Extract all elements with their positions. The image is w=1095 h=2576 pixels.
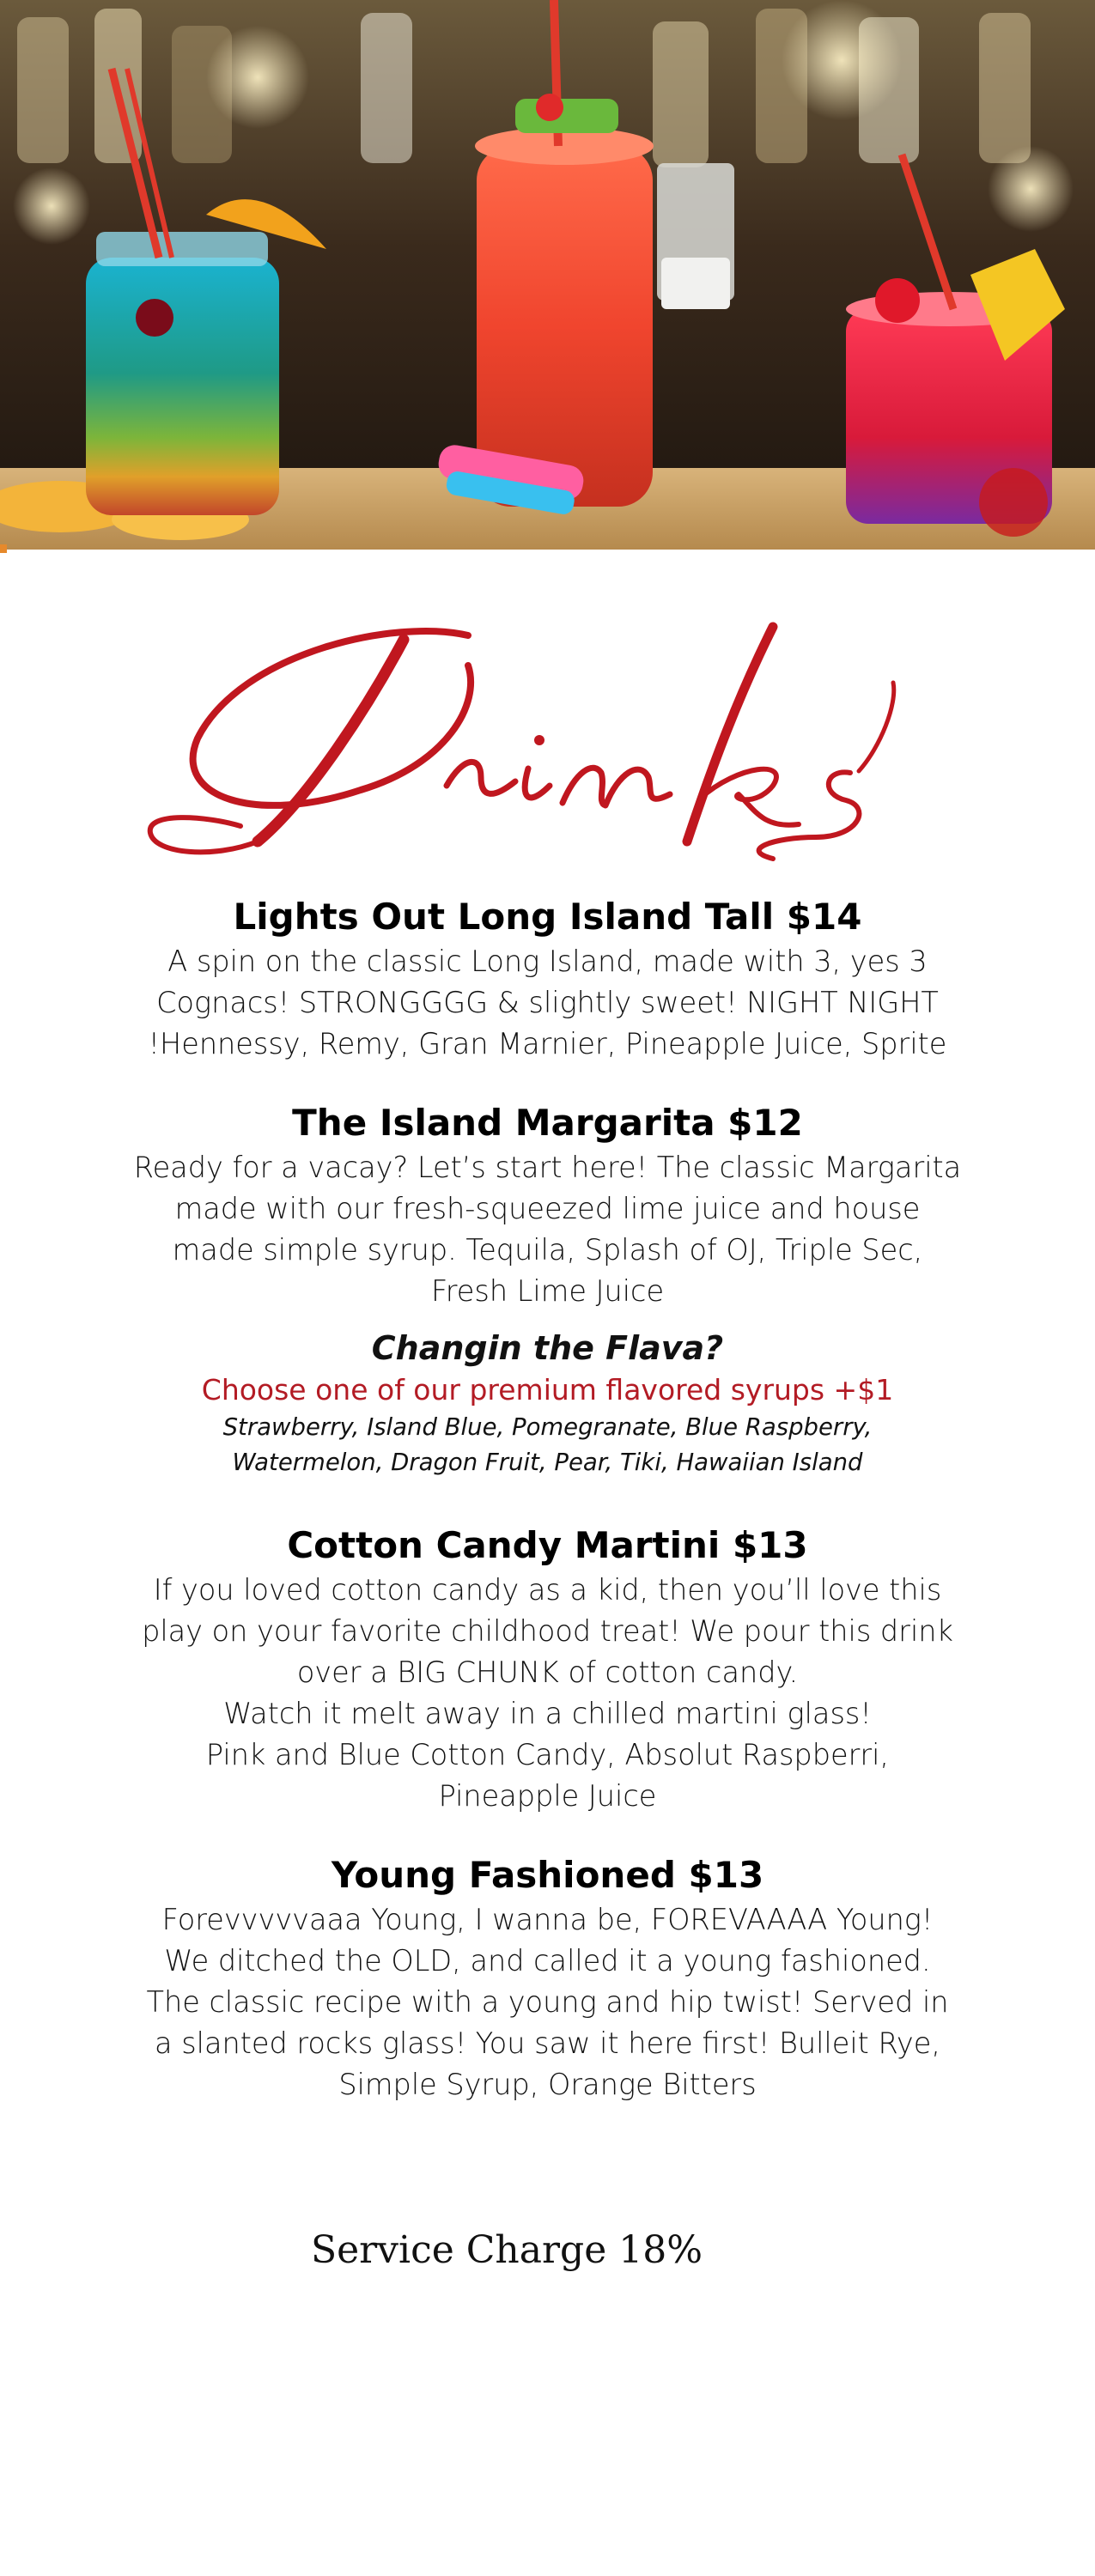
item-name: The Island Margarita $12 bbox=[292, 1102, 803, 1144]
flavor-heading: Changin the Flava? bbox=[371, 1329, 724, 1367]
hero-cocktail-image bbox=[0, 0, 1095, 550]
menu-item bbox=[94, 1851, 1001, 2105]
item-description: Forevvvvvaaa Young, I wanna be, FOREVAAAA Young! We ditched the OLD, and called it a young fashioned. The classic recipe with a young and hip twist! Served in a slanted rocks glass! You saw it here first! Bulleit Rye, Simple Syrup, Orange Bitters bbox=[146, 1903, 949, 2101]
item-description: A spin on the classic Long Island, made with 3, yes 3 Cognacs! STRONGGGG & slightly sweet! NIGHT NIGHT !Hennessy, Remy, Gran Marnier, Pineapple Juice, Sprite bbox=[148, 945, 947, 1060]
menu-item bbox=[94, 893, 1001, 1065]
flavor-list: Strawberry, Island Blue, Pomegranate, Blue Raspberry, Watermelon, Dragon Fruit, Pear, Tiki, Hawaiian Island bbox=[222, 1413, 873, 1476]
service-charge-note: Service Charge 18% bbox=[310, 2228, 703, 2272]
flavor-offer: Choose one of our premium flavored syrups +$1 bbox=[201, 1373, 894, 1406]
item-description: If you loved cotton candy as a kid, then you’ll love this play on your favorite childhood treat! We pour this drink over a BIG CHUNK of cotton candy. Watch it melt away in a chilled martini glass! Pink and Blue Cotton Candy, Absolut Raspberri, Pineapple Juice bbox=[142, 1573, 953, 1813]
item-name: Young Fashioned $13 bbox=[331, 1854, 764, 1896]
item-name: Lights Out Long Island Tall $14 bbox=[233, 896, 862, 938]
hero-edge-accent bbox=[0, 544, 7, 553]
flavor-upgrade-section bbox=[94, 1326, 1001, 1480]
menu-item bbox=[94, 1099, 1001, 1312]
drinks-menu bbox=[94, 893, 1001, 2140]
item-name: Cotton Candy Martini $13 bbox=[287, 1524, 808, 1566]
item-description: Ready for a vacay? Let’s start here! The classic Margarita made with our fresh-squeezed lime juice and house made simple syrup. Tequila, Splash of OJ, Triple Sec, Fresh Lime Juice bbox=[133, 1151, 962, 1308]
drinks-script-title bbox=[0, 601, 1095, 884]
menu-item bbox=[94, 1522, 1001, 1817]
